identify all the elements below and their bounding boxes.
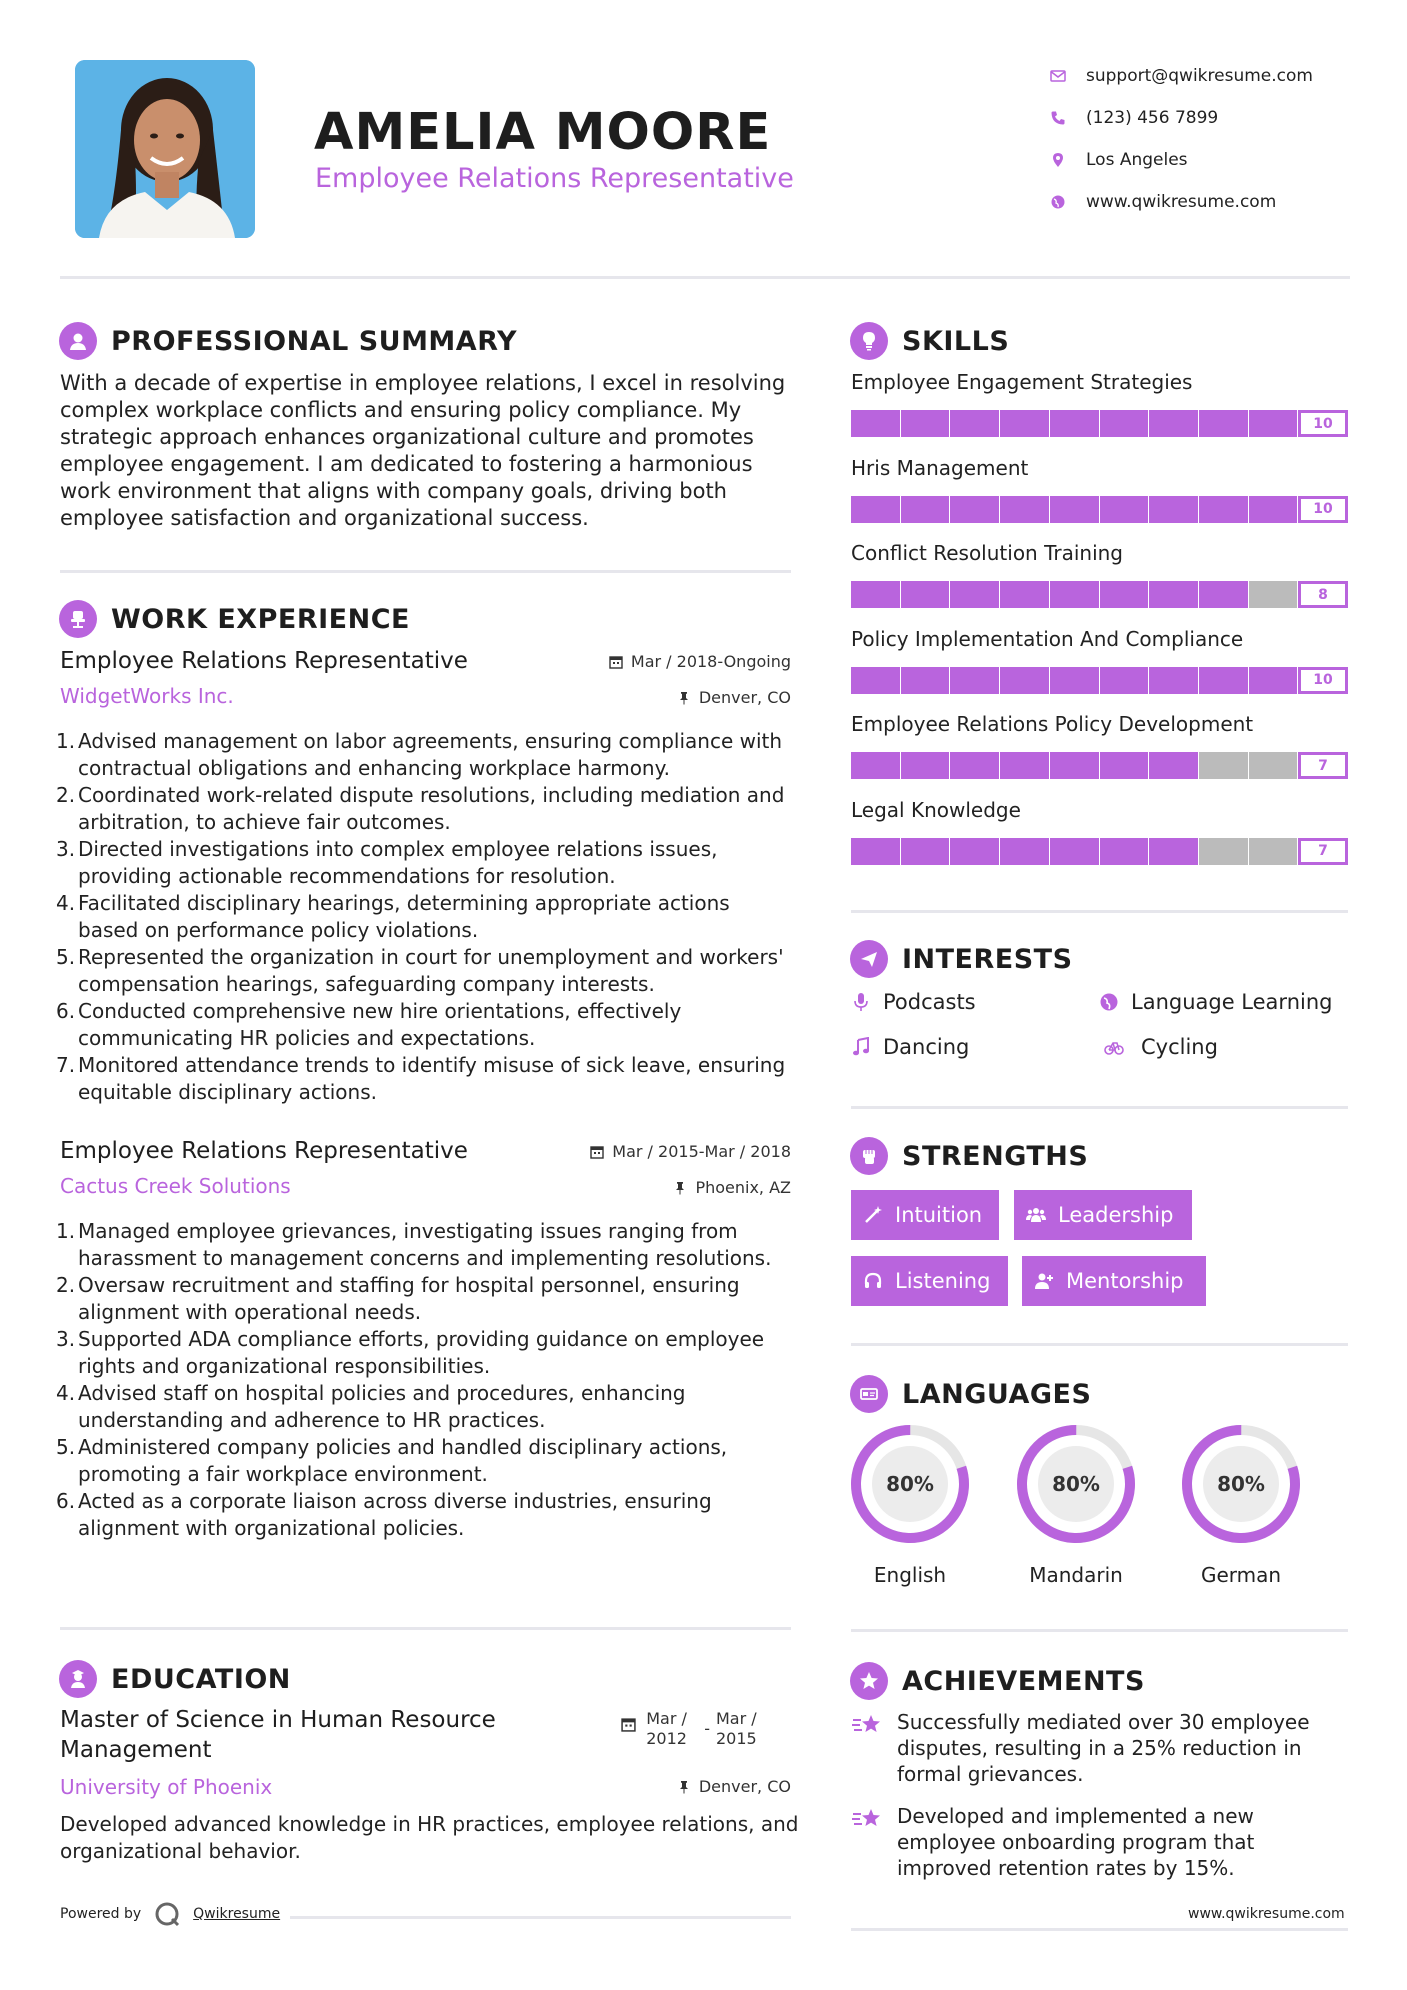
- language-name: English: [873, 1563, 947, 1587]
- headphones-icon: [863, 1271, 883, 1291]
- job-dates-text: Mar / 2018-Ongoing: [630, 652, 791, 671]
- skill-bar-segment: [1050, 410, 1099, 437]
- skill-bar-segment: [1199, 838, 1248, 865]
- education-location: [677, 1777, 791, 1796]
- skill-bar-segment: [1100, 752, 1149, 779]
- job-entry: [56, 648, 791, 1106]
- contact-location-text: Los Angeles: [1086, 150, 1188, 170]
- skill-bar-segment: [1100, 496, 1149, 523]
- skill-bar-segment: [901, 496, 950, 523]
- duty-item: 1. Advised management on labor agreements, ensuring compliance with contractual obligations and enhancing workplace harmony.: [56, 729, 783, 780]
- qwikresume-link[interactable]: Qwikresume: [193, 1906, 281, 1922]
- skill-bar-segment: [1000, 410, 1049, 437]
- skill-bar-segment: [901, 838, 950, 865]
- languages-title: LANGUAGES: [902, 1378, 1092, 1410]
- footer-right-divider: [851, 1928, 1348, 1931]
- language-item: [1015, 1423, 1137, 1587]
- summary-divider: [60, 570, 791, 573]
- duty-item: 2. Oversaw recruitment and staffing for hospital personnel, ensuring alignment with operational needs.: [56, 1273, 740, 1324]
- skill-bar-segment: [1050, 752, 1099, 779]
- skill-bar-segment: [1000, 496, 1049, 523]
- envelope-icon: [1050, 68, 1086, 84]
- skill-bar-segment: [1050, 838, 1099, 865]
- skill-bar-segment: [1249, 752, 1298, 779]
- contact-location: [1050, 139, 1390, 181]
- duty-item: 6. Acted as a corporate liaison across diverse industries, ensuring alignment with organizational policies.: [56, 1489, 712, 1540]
- achievement-item: [851, 1709, 1348, 1787]
- skill-bar-segment: [1249, 496, 1298, 523]
- skill-bar-segment: [1050, 667, 1099, 694]
- language-name: German: [1200, 1563, 1282, 1587]
- paper-plane-icon: [850, 940, 888, 978]
- language-item: [849, 1423, 971, 1587]
- duty-item: 3. Directed investigations into complex employee relations issues, providing actionable recommendations for resolution.: [56, 837, 718, 888]
- language-item: [1180, 1423, 1302, 1587]
- strengths-title: STRENGTHS: [902, 1140, 1089, 1172]
- candidate-title: Employee Relations Representative: [315, 163, 794, 194]
- summary-text: With a decade of expertise in employee relations, I excel in resolving complex workplace conflicts and ensuring policy compliance. My strategic approach enhances organizational culture and promotes employee engagement. I am dedicated to fostering a harmonious work environment that aligns with company goals, driving both employee satisfaction and organizational success.: [60, 371, 786, 530]
- interest-label: Podcasts: [883, 990, 976, 1014]
- job-location: [673, 1178, 791, 1197]
- skill-name: Employee Relations Policy Development: [851, 712, 1254, 736]
- education-title: EDUCATION: [111, 1663, 291, 1695]
- skill-bar-segment: [851, 496, 900, 523]
- skill-bar-segment: [1100, 581, 1149, 608]
- language-name: Mandarin: [1029, 1563, 1123, 1587]
- education-end: Mar / 2015: [716, 1709, 757, 1748]
- strength-label: Leadership: [1058, 1203, 1174, 1227]
- skill-bar-segment: [950, 752, 999, 779]
- skill-bar-segment: [1000, 581, 1049, 608]
- star-badge-icon: [850, 1662, 888, 1700]
- duty-item: 4. Facilitated disciplinary hearings, determining appropriate actions based on performance policy violations.: [56, 891, 730, 942]
- duty-item: 5. Administered company policies and handled disciplinary actions, promoting a fair workplace environment.: [56, 1435, 728, 1486]
- skill-bar-segment: [901, 410, 950, 437]
- header-divider: [60, 276, 1350, 279]
- skill-bar-segment: [950, 581, 999, 608]
- duty-item: 7. Monitored attendance trends to identify misuse of sick leave, ensuring equitable disciplinary actions.: [56, 1053, 786, 1104]
- language-progress-ring: [849, 1423, 971, 1545]
- skill-bar-segment: [1149, 410, 1198, 437]
- skills-heading: [850, 322, 1009, 360]
- skill-level-badge: 10: [1298, 496, 1348, 523]
- summary-heading: [59, 322, 517, 360]
- interests-divider: [851, 1106, 1348, 1109]
- skill-bar-segment: [1149, 752, 1198, 779]
- strength-tag: [851, 1256, 1008, 1306]
- skill-bar-segment: [950, 838, 999, 865]
- footer-website[interactable]: www.qwikresume.com: [1188, 1906, 1345, 1922]
- profile-photo: [75, 60, 255, 238]
- summary-title: PROFESSIONAL SUMMARY: [111, 325, 518, 357]
- skill-bar-segment: [1249, 410, 1298, 437]
- phone-icon: [1050, 110, 1086, 126]
- skill-bar-segment: [851, 752, 900, 779]
- language-percent: 80%: [886, 1472, 934, 1496]
- users-icon: [1026, 1205, 1046, 1225]
- skill-bar-segment: [901, 667, 950, 694]
- job-entry: [56, 1138, 791, 1542]
- strengths-divider: [851, 1343, 1348, 1346]
- duty-item: 2. Coordinated work-related dispute resolutions, including mediation and arbitration, to achieve fair outcomes.: [56, 783, 785, 834]
- skill-bar-segment: [950, 496, 999, 523]
- interest-item: [851, 990, 976, 1014]
- skill-item: [851, 627, 1348, 694]
- skill-bar: [851, 581, 1348, 608]
- powered-by-label: Powered by: [60, 1906, 142, 1922]
- job-location: [677, 688, 791, 707]
- contact-website[interactable]: [1050, 181, 1390, 223]
- skill-name: Employee Engagement Strategies: [851, 370, 1193, 394]
- qwikresume-logo-icon: [153, 1900, 181, 1928]
- pushpin-icon: [673, 1181, 687, 1195]
- skill-bar-segment: [950, 667, 999, 694]
- strength-label: Listening: [895, 1269, 991, 1293]
- skill-bar-segment: [1149, 667, 1198, 694]
- job-dates-text: Mar / 2015-Mar / 2018: [612, 1142, 791, 1161]
- contact-phone[interactable]: [1050, 97, 1390, 139]
- job-location-text: Phoenix, AZ: [695, 1178, 791, 1197]
- strength-tag: [1022, 1256, 1206, 1306]
- education-school: University of Phoenix: [60, 1775, 273, 1799]
- job-company: Cactus Creek Solutions: [60, 1174, 291, 1198]
- education-location-text: Denver, CO: [698, 1777, 791, 1796]
- education-degree: Master of Science in Human Resource Management: [60, 1707, 496, 1763]
- globe-icon: [1099, 992, 1119, 1012]
- job-company: WidgetWorks Inc.: [60, 684, 234, 708]
- job-dates: [609, 652, 791, 671]
- skill-bar-segment: [1000, 667, 1049, 694]
- footer-left-divider: [290, 1916, 791, 1919]
- globe-icon: [1050, 194, 1086, 210]
- education-dates: [621, 1709, 766, 1749]
- skill-name: Hris Management: [851, 455, 1029, 480]
- work-title: WORK EXPERIENCE: [111, 603, 410, 635]
- skill-name: Legal Knowledge: [851, 797, 1021, 822]
- skill-level-badge: 7: [1298, 752, 1348, 779]
- skill-bar-segment: [1149, 581, 1198, 608]
- skill-name: Policy Implementation And Compliance: [851, 626, 1244, 651]
- skill-bar-segment: [901, 752, 950, 779]
- office-chair-icon: [59, 600, 97, 638]
- contact-phone-text: (123) 456 7899: [1086, 108, 1219, 128]
- skill-bar-segment: [1050, 496, 1099, 523]
- contact-website-text: www.qwikresume.com: [1086, 192, 1277, 212]
- fist-icon: [850, 1137, 888, 1175]
- achievements-title: ACHIEVEMENTS: [902, 1665, 1145, 1697]
- skill-bar-segment: [1249, 667, 1298, 694]
- shooting-star-icon: [851, 1711, 883, 1739]
- strengths-heading: [850, 1137, 1088, 1175]
- skill-bar: [851, 752, 1348, 779]
- interest-item: [1099, 990, 1332, 1014]
- skill-name: Conflict Resolution Training: [851, 541, 1124, 565]
- interests-title: INTERESTS: [902, 943, 1073, 975]
- skill-bar-segment: [1249, 581, 1298, 608]
- skill-bar: [851, 838, 1348, 865]
- skill-bar-segment: [1100, 838, 1149, 865]
- skill-level-badge: 10: [1298, 410, 1348, 437]
- language-progress-ring: [1180, 1423, 1302, 1545]
- skill-bar-segment: [1149, 496, 1198, 523]
- calendar-icon: [590, 1145, 604, 1159]
- contact-email-text: support@qwikresume.com: [1086, 66, 1313, 86]
- job-position: Employee Relations Representative: [60, 1138, 468, 1164]
- skill-bar-segment: [1199, 752, 1248, 779]
- achievement-text: Developed and implemented a new employee onboarding program that improved retention rates by 15%.: [897, 1804, 1255, 1880]
- skill-bar: [851, 410, 1348, 437]
- job-dates: [590, 1142, 791, 1161]
- duty-item: 5. Represented the organization in court for unemployment and workers' compensation hearings, safeguarding company interests.: [56, 945, 784, 996]
- skill-bar: [851, 496, 1348, 523]
- graduate-icon: [59, 1660, 97, 1698]
- job-location-text: Denver, CO: [698, 688, 791, 707]
- skill-item: [851, 541, 1348, 608]
- calendar-icon: [621, 1717, 636, 1732]
- language-progress-ring: [1015, 1423, 1137, 1545]
- job-duties: [56, 1218, 791, 1542]
- skill-bar-segment: [1050, 581, 1099, 608]
- skill-bar-segment: [1249, 838, 1298, 865]
- contact-email[interactable]: [1050, 55, 1390, 97]
- skill-level-badge: 7: [1298, 838, 1348, 865]
- skills-title: SKILLS: [902, 325, 1010, 357]
- skill-bar-segment: [1100, 410, 1149, 437]
- powered-by: [60, 1900, 280, 1928]
- job-position: Employee Relations Representative: [60, 648, 468, 674]
- skill-level-badge: 10: [1298, 667, 1348, 694]
- magic-wand-icon: [863, 1205, 883, 1225]
- skill-bar-segment: [1000, 838, 1049, 865]
- duty-item: 6. Conducted comprehensive new hire orientations, effectively communicating HR policies and expectations.: [56, 999, 682, 1050]
- education-start: Mar / 2012: [646, 1709, 687, 1748]
- skill-item: [851, 370, 1348, 437]
- bicycle-icon: [1099, 1037, 1129, 1057]
- candidate-name: AMELIA MOORE: [314, 103, 772, 162]
- interest-label: Language Learning: [1131, 990, 1333, 1014]
- language-percent: 80%: [1217, 1472, 1265, 1496]
- interest-label: Cycling: [1141, 1035, 1218, 1059]
- strength-tag: [851, 1190, 999, 1240]
- education-entry: [60, 1705, 799, 1863]
- skill-bar: [851, 667, 1348, 694]
- skill-bar-segment: [1199, 667, 1248, 694]
- interest-label: Dancing: [883, 1035, 970, 1059]
- skill-level-badge: 8: [1298, 581, 1348, 608]
- skill-item: [851, 798, 1348, 865]
- skill-bar-segment: [851, 581, 900, 608]
- skill-item: [851, 712, 1348, 779]
- contact-list: [1050, 55, 1390, 223]
- duty-item: 3. Supported ADA compliance efforts, providing guidance on employee rights and organizational responsibilities.: [56, 1327, 765, 1378]
- language-card-icon: [850, 1375, 888, 1413]
- work-heading: [59, 600, 410, 638]
- skill-bar-segment: [901, 581, 950, 608]
- user-plus-icon: [1034, 1271, 1054, 1291]
- interest-item: [851, 1035, 969, 1059]
- lightbulb-icon: [850, 322, 888, 360]
- strength-label: Intuition: [895, 1203, 983, 1227]
- user-icon: [59, 322, 97, 360]
- skill-bar-segment: [851, 838, 900, 865]
- education-description: Developed advanced knowledge in HR practices, employee relations, and organizational behavior.: [60, 1812, 799, 1863]
- shooting-star-icon: [851, 1805, 883, 1833]
- skill-bar-segment: [851, 667, 900, 694]
- calendar-icon: [609, 655, 623, 669]
- skill-bar-segment: [1199, 496, 1248, 523]
- duty-item: 1. Managed employee grievances, investigating issues ranging from harassment to management concerns and implementing resolutions.: [56, 1219, 772, 1270]
- microphone-icon: [851, 992, 871, 1012]
- skill-bar-segment: [1000, 752, 1049, 779]
- skill-item: [851, 456, 1348, 523]
- job-duties: [56, 728, 791, 1106]
- skills-divider: [851, 910, 1348, 913]
- pushpin-icon: [677, 691, 691, 705]
- achievement-item: [851, 1803, 1348, 1881]
- work-divider: [60, 1627, 791, 1630]
- map-pin-icon: [1050, 152, 1086, 168]
- interests-heading: [850, 940, 1073, 978]
- skill-bar-segment: [1100, 667, 1149, 694]
- achievements-heading: [850, 1662, 1145, 1700]
- language-percent: 80%: [1052, 1472, 1100, 1496]
- languages-divider: [851, 1629, 1348, 1632]
- achievement-text: Successfully mediated over 30 employee disputes, resulting in a 25% reduction in formal grievances.: [897, 1710, 1310, 1786]
- strength-label: Mentorship: [1066, 1269, 1184, 1293]
- skill-bar-segment: [1149, 838, 1198, 865]
- interest-item: [1099, 1035, 1218, 1059]
- education-heading: [59, 1660, 291, 1698]
- skill-bar-segment: [950, 410, 999, 437]
- strength-tag: [1014, 1190, 1192, 1240]
- duty-item: 4. Advised staff on hospital policies and procedures, enhancing understanding and adherence to HR practices.: [56, 1381, 686, 1432]
- pushpin-icon: [677, 1780, 691, 1794]
- music-note-icon: [851, 1037, 871, 1057]
- skill-bar-segment: [1199, 581, 1248, 608]
- skill-bar-segment: [1199, 410, 1248, 437]
- skill-bar-segment: [851, 410, 900, 437]
- education-dash: -: [704, 1719, 710, 1738]
- languages-heading: [850, 1375, 1091, 1413]
